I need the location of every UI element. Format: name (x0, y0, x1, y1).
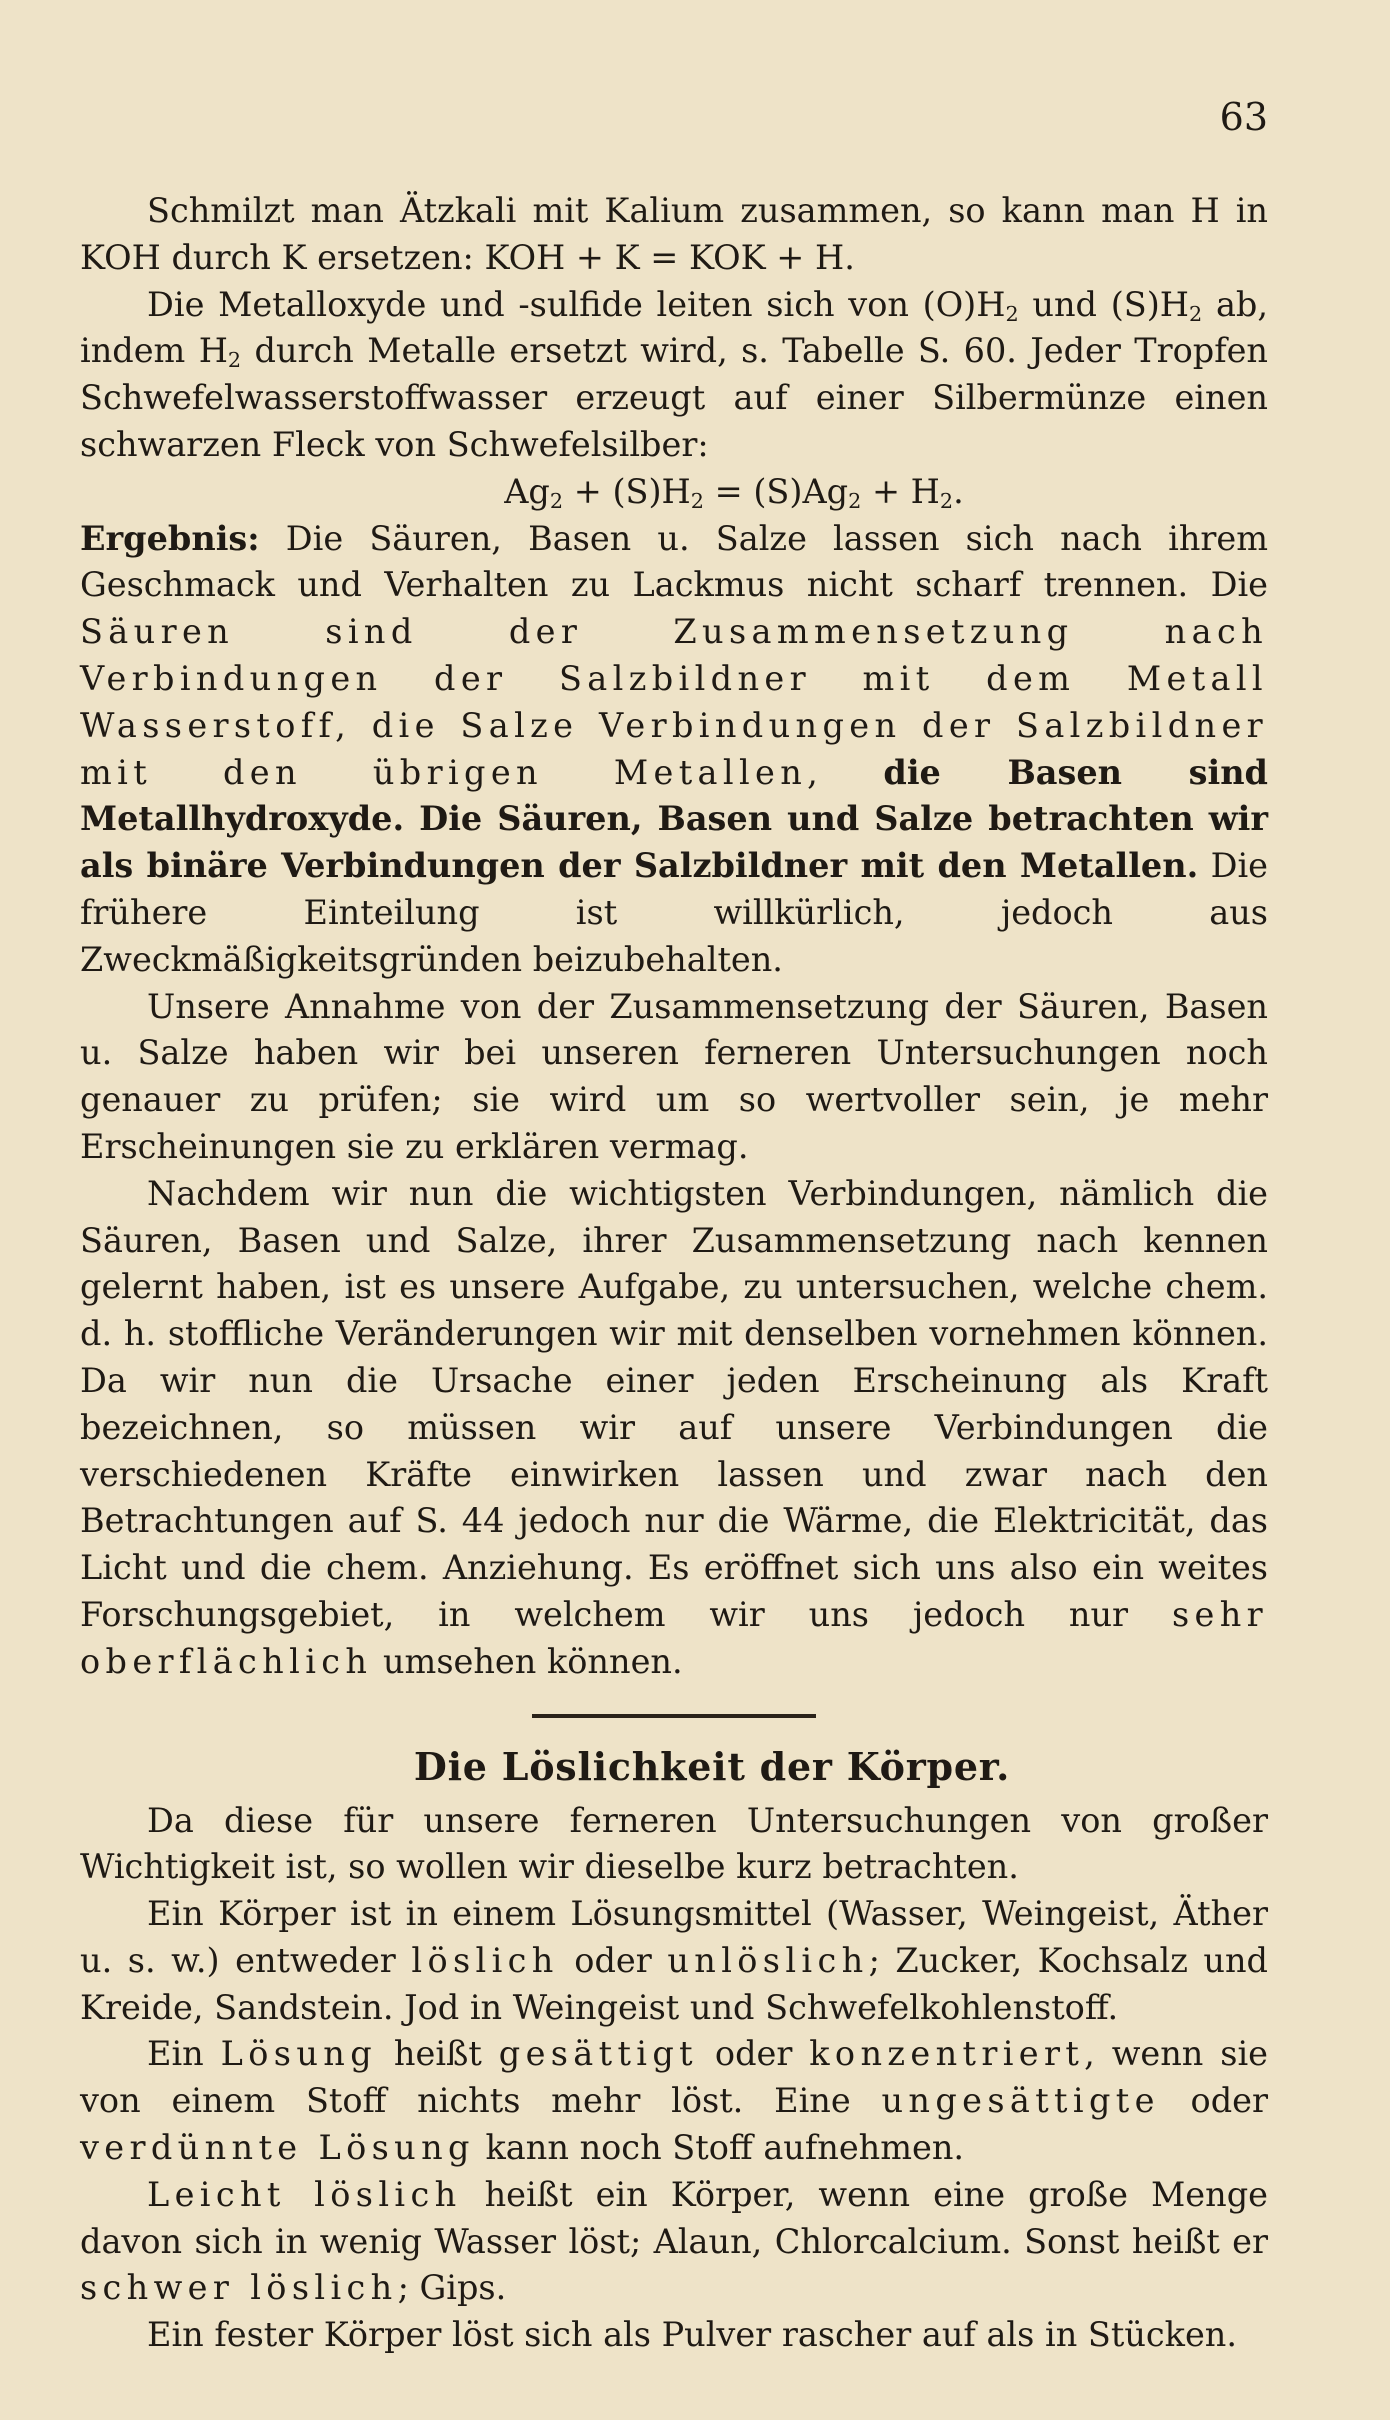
spaced-emphasis: löslich (411, 1940, 559, 1980)
text-run: ; Gips. (397, 2268, 507, 2308)
spaced-emphasis: verdünnte Lösung (80, 2128, 475, 2168)
spaced-emphasis: gesättigt (498, 2034, 698, 2074)
text-run: , wenn sie von einem Stoff nichts mehr löst. Eine (80, 2034, 1268, 2121)
paragraph-metal-oxides (80, 282, 1268, 469)
text-run: und (S)H (1018, 284, 1190, 324)
spaced-emphasis: konzentriert (809, 2034, 1085, 2074)
subscript: 2 (1005, 301, 1019, 326)
text-run: + H (861, 471, 940, 511)
text-run: Nachdem wir nun die wichtigsten Verbindungen, nämlich die Säuren, Basen und Salze, ihrer Zusammensetzung nach kennen gelernt haben, ist es unsere Aufgabe, zu untersuchen, welche chem. d. h. stoffliche Veränderungen wir mit denselben vornehmen können. Da wir nun die Ursache einer jeden Erscheinung als Kraft bezeichnen, so müssen wir auf unsere Verbindungen die verschiedenen Kräfte einwirken lassen und zwar nach den Betrachtungen auf S. 44 jedoch nur die Wärme, die Elektricität, das Licht und die chem. Anziehung. Es eröffnet sich uns also ein weites Forschungsgebiet, in welchem wir uns jedoch nur (80, 1173, 1268, 1634)
text-run: Ein (147, 2034, 221, 2074)
paragraph-assumption (80, 984, 1268, 1171)
text-run: durch Metalle ersetzt wird, s. Tabelle S. 60. Jeder Tropfen Schwefelwasserstoffwasser erzeugt auf einer Silbermünze einen schwarzen Fleck von Schwefelsilber: (80, 331, 1268, 464)
formula-silver-sulfide (80, 469, 1268, 516)
section-title: Die Löslichkeit der Körper. (413, 1743, 1011, 1789)
text-run: + (S)H (563, 471, 691, 511)
text-run: oder (558, 1940, 668, 1980)
result-label: Ergebnis: (80, 518, 260, 558)
main-text (80, 188, 1268, 2359)
subscript: 2 (939, 488, 954, 513)
paragraph-powder (80, 2312, 1268, 2359)
text-run: Da diese für unsere ferneren Untersuchungen von großer Wichtigkeit ist, so wollen wir dieselbe kurz betrachten. (80, 1800, 1268, 1887)
text-run: oder (698, 2034, 810, 2074)
paragraph-easily-soluble (80, 2172, 1268, 2312)
text-run: Ein fester Körper löst sich als Pulver rascher auf als in Stücken. (147, 2315, 1238, 2355)
text-run: Ein Körper ist in einem Lösungsmittel (Wasser, Weingeist, Äther u. s. w.) entweder (80, 1894, 1268, 1980)
text-run: Die frühere Einteilung ist willkürlich, jedoch aus Zweckmäßigkeitsgründen beizubehalten. (80, 846, 1269, 979)
subscript: 2 (1189, 301, 1203, 326)
paragraph-result (80, 516, 1268, 984)
subscript: 2 (690, 488, 704, 513)
paragraph-saturated (80, 2031, 1268, 2171)
paragraph-importance (80, 1798, 1268, 1892)
text-run: kann noch Stoff aufnehmen. (474, 2128, 965, 2168)
spaced-emphasis: sehr oberflächlich (80, 1594, 1268, 1681)
text-run: umsehen können. (372, 1641, 683, 1681)
spaced-emphasis: Lösung (220, 2034, 378, 2074)
paragraph-forces (80, 1171, 1268, 1686)
text-run: , (807, 752, 884, 792)
spaced-emphasis: Leicht löslich (147, 2174, 462, 2214)
text-run: Die Metalloxyde und -sulfide leiten sich von (O)H (147, 284, 1006, 324)
text-run: heißt ein Körper, wenn eine große Menge davon sich in wenig Wasser löst; Alaun, Chlorcalcium. Sonst heißt er (80, 2174, 1268, 2261)
spaced-emphasis: unlöslich (667, 1940, 869, 1980)
subscript: 2 (549, 488, 564, 513)
section-divider (532, 1714, 816, 1718)
text-run: heißt (377, 2034, 499, 2074)
spaced-emphasis: ungesättigte (881, 2081, 1160, 2121)
paragraph-solubility (80, 1891, 1268, 2031)
subscript: 2 (227, 348, 242, 373)
spaced-emphasis: schwer löslich (80, 2268, 398, 2308)
text-run: Schmilzt man Ätzkali mit Kalium zusammen, so kann man H in KOH durch K ersetzen: KOH + K = KOK + H. (80, 191, 1268, 277)
text-run: Die Säuren, Basen u. Salze lassen sich nach ihrem Geschmack und Verhalten zu Lackmus nicht scharf trennen. Die (80, 518, 1268, 605)
page-number: 63 (1219, 95, 1268, 139)
subscript: 2 (848, 488, 862, 513)
text-run: = (S)Ag (703, 471, 849, 511)
paragraph-potash (80, 188, 1268, 282)
text-run: ab, indem H (80, 284, 1269, 371)
bold-emphasis: die Basen sind Metallhydroxyde. Die Säuren, Basen und Salze betrachten wir als binäre Verbindungen der Salzbildner mit den Metallen. (80, 752, 1268, 886)
text-run: . (953, 471, 964, 511)
text-run: Ag (504, 471, 550, 511)
text-run: ; Zucker, Kochsalz und Kreide, Sandstein. Jod in Weingeist und Schwefelkohlenstoff. (80, 1940, 1269, 2027)
text-run: oder (1159, 2081, 1269, 2121)
text-run: Unsere Annahme von der Zusammensetzung der Säuren, Basen u. Salze haben wir bei unseren ferneren Untersuchungen noch genauer zu prüfen; sie wird um so wertvoller sein, je mehr Erscheinungen sie zu erklären vermag. (80, 986, 1268, 1166)
spaced-emphasis: Säuren sind der Zusammensetzung nach Verbindungen der Salzbildner mit dem Metall Wasserstoff, die Salze Verbindungen der Salzbildner mit den übrigen Metallen (80, 612, 1268, 792)
